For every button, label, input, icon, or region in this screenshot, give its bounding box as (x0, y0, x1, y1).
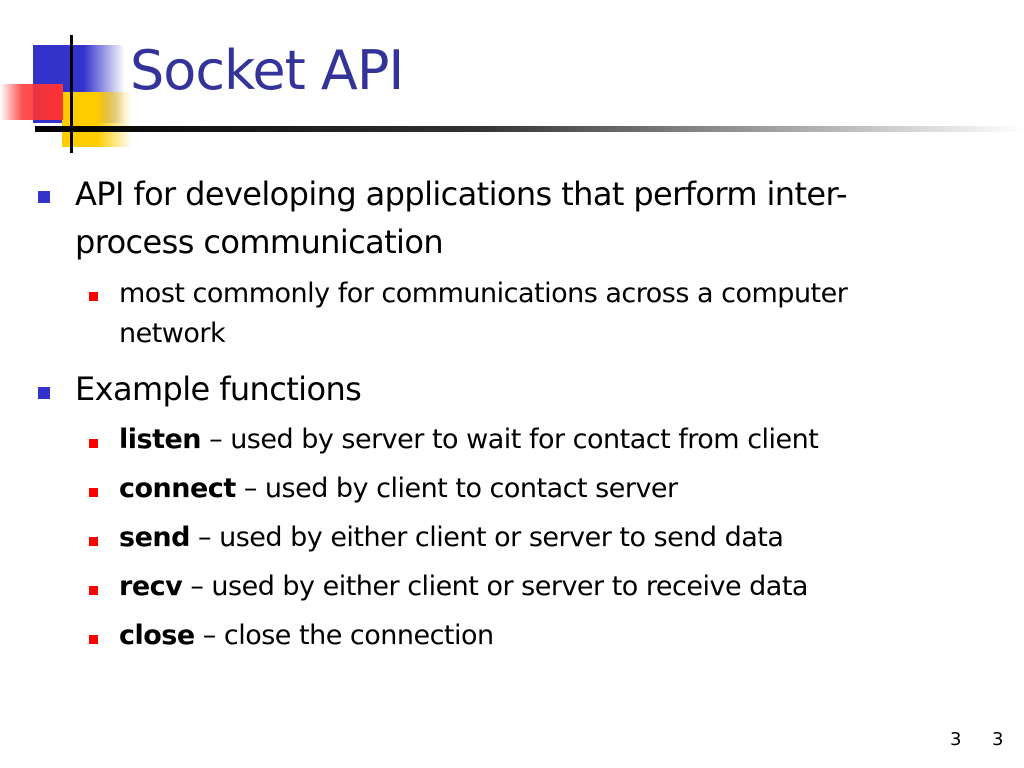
function-keyword: close (119, 620, 195, 651)
sub-bullet-marker (89, 488, 98, 497)
function-description: – close the connection (194, 620, 494, 651)
function-item (119, 469, 979, 509)
function-item (119, 567, 979, 607)
function-keyword: send (119, 522, 190, 553)
bullet-text: process communication (75, 223, 444, 261)
sub-bullet-marker (89, 586, 98, 595)
function-keyword: listen (119, 424, 202, 455)
function-description: – used by server to wait for contact from client (201, 424, 819, 455)
slide-number: 3 (992, 729, 1004, 750)
sub-bullet-marker (89, 537, 98, 546)
function-description: – used by either client or server to send data (189, 522, 784, 553)
function-item (119, 616, 979, 656)
sub-bullet-text: network (119, 318, 226, 349)
sub-bullet-marker (89, 635, 98, 644)
function-keyword: recv (119, 571, 183, 602)
function-description: – used by client to contact server (235, 473, 678, 504)
bullet-item (75, 170, 975, 266)
function-description: – used by either client or server to receive data (182, 571, 808, 602)
sub-bullet-item (119, 274, 979, 354)
sub-bullet-marker (89, 439, 98, 448)
slide-number: 3 (950, 729, 962, 750)
bullet-marker (38, 191, 50, 203)
function-item (119, 518, 979, 558)
bullet-item (75, 365, 975, 413)
bullet-text: Example functions (75, 370, 362, 408)
bullet-text: API for developing applications that perform inter- (75, 175, 847, 213)
function-keyword: connect (119, 473, 236, 504)
sub-bullet-text: most commonly for communications across a computer (119, 278, 848, 309)
bullet-marker (38, 387, 50, 399)
function-item (119, 420, 979, 460)
sub-bullet-marker (89, 292, 98, 301)
slide-title: Socket API (130, 39, 404, 102)
